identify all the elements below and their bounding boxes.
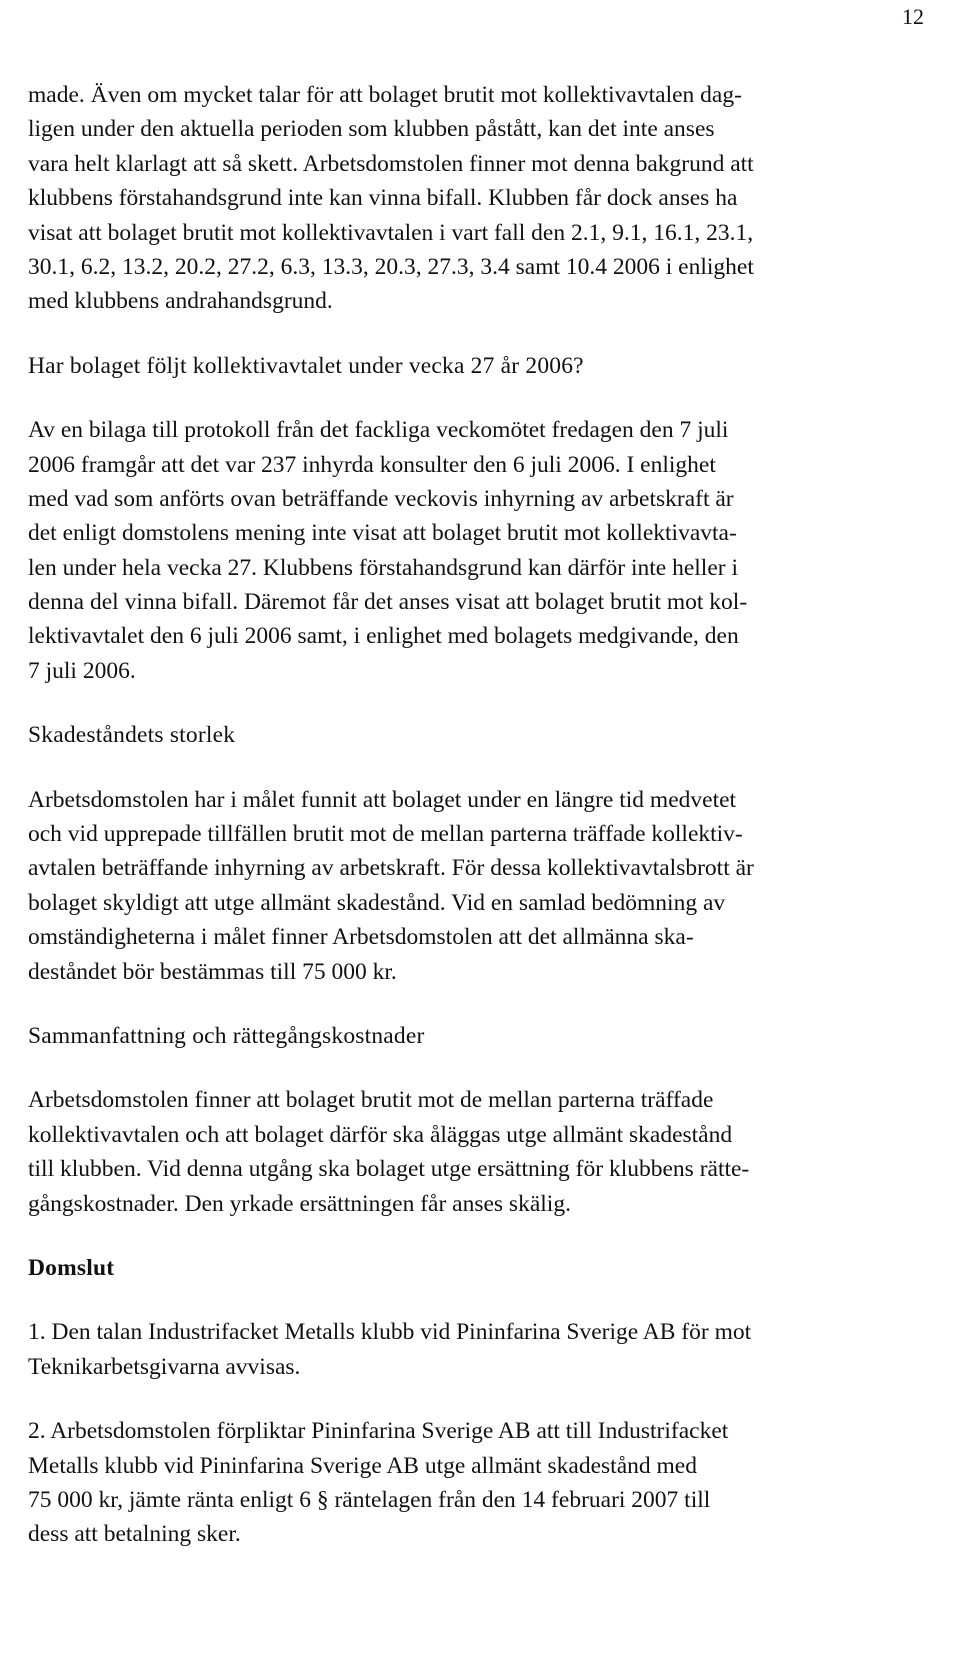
text-line: med vad som anförts ovan beträffande veckovis inhyrning av arbetskraft är bbox=[28, 485, 734, 512]
text-line: 2. Arbetsdomstolen förpliktar Pininfarina Sverige AB att till Industrifacket bbox=[28, 1418, 729, 1445]
text-line: Metalls klubb vid Pininfarina Sverige AB utge allmänt skadestånd med bbox=[28, 1452, 697, 1479]
text-line: deståndet bör bestämmas till 75 000 kr. bbox=[28, 958, 397, 985]
text-line: omständigheterna i målet finner Arbetsdomstolen att det allmänna ska- bbox=[28, 924, 694, 951]
spacer bbox=[28, 1285, 928, 1315]
section-heading-summary: Sammanfattning och rättegångskostnader bbox=[28, 1022, 425, 1049]
spacer bbox=[28, 989, 928, 1019]
spacer bbox=[28, 1221, 928, 1251]
paragraph-conclusion-weeks bbox=[28, 78, 928, 319]
text-line: till klubben. Vid denna utgång ska bolaget utge ersättning för klubbens rätte- bbox=[28, 1156, 750, 1183]
page-number: 12 bbox=[902, 4, 924, 29]
text-line: avtalen beträffande inhyrning av arbetskraft. För dessa kollektivavtalsbrott är bbox=[28, 855, 754, 882]
judgment-item-1 bbox=[28, 1315, 928, 1384]
text-line: Arbetsdomstolen har i målet funnit att bolaget under en längre tid medvetet bbox=[28, 786, 737, 813]
text-line: Teknikarbetsgivarna avvisas. bbox=[28, 1353, 301, 1380]
text-line: med klubbens andrahandsgrund. bbox=[28, 288, 333, 315]
text-line: 75 000 kr, jämte ränta enligt 6 § räntelagen från den 14 februari 2007 till bbox=[28, 1486, 711, 1513]
text-line: len under hela vecka 27. Klubbens förstahandsgrund kan därför inte heller i bbox=[28, 554, 738, 581]
paragraph-week-27 bbox=[28, 413, 928, 688]
text-line: dess att betalning sker. bbox=[28, 1521, 241, 1548]
text-line: bolaget skyldigt att utge allmänt skadestånd. Vid en samlad bedömning av bbox=[28, 889, 726, 916]
spacer bbox=[28, 1384, 928, 1414]
text-line: 1. Den talan Industrifacket Metalls klubb vid Pininfarina Sverige AB för mot bbox=[28, 1319, 752, 1346]
document-body bbox=[28, 78, 928, 1552]
spacer bbox=[28, 383, 928, 413]
text-line: lektivavtalet den 6 juli 2006 samt, i enlighet med bolagets medgivande, den bbox=[28, 623, 739, 650]
judgment-item-2 bbox=[28, 1414, 928, 1552]
text-line: Av en bilaga till protokoll från det fackliga veckomötet fredagen den 7 juli bbox=[28, 417, 729, 444]
text-line: 2006 framgår att det var 237 inhyrda konsulter den 6 juli 2006. I enlighet bbox=[28, 451, 716, 478]
paragraph-summary bbox=[28, 1083, 928, 1221]
paragraph-damages bbox=[28, 783, 928, 989]
section-heading-damages: Skadeståndets storlek bbox=[28, 722, 236, 749]
spacer bbox=[28, 753, 928, 783]
text-line: 30.1, 6.2, 13.2, 20.2, 27.2, 6.3, 13.3, 20.3, 27.3, 3.4 samt 10.4 2006 i enlighet bbox=[28, 253, 754, 280]
text-line: kollektivavtalen och att bolaget därför ska åläggas utge allmänt skadestånd bbox=[28, 1121, 733, 1148]
text-line: Arbetsdomstolen finner att bolaget brutit mot de mellan parterna träffade bbox=[28, 1087, 714, 1114]
section-heading-week-27: Har bolaget följt kollektivavtalet under vecka 27 år 2006? bbox=[28, 352, 584, 379]
spacer bbox=[28, 688, 928, 718]
text-line: gångskostnader. Den yrkade ersättningen får anses skälig. bbox=[28, 1190, 571, 1217]
text-line: det enligt domstolens mening inte visat att bolaget brutit mot kollektivavta- bbox=[28, 520, 737, 547]
text-line: visat att bolaget brutit mot kollektivavtalen i vart fall den 2.1, 9.1, 16.1, 23.1, bbox=[28, 219, 754, 246]
text-line: klubbens förstahandsgrund inte kan vinna bifall. Klubben får dock anses ha bbox=[28, 185, 738, 212]
spacer bbox=[28, 1053, 928, 1083]
text-line: denna del vinna bifall. Däremot får det anses visat att bolaget brutit mot kol- bbox=[28, 589, 748, 616]
text-line: och vid upprepade tillfällen brutit mot de mellan parterna träffade kollektiv- bbox=[28, 821, 743, 848]
spacer bbox=[28, 319, 928, 349]
text-line: vara helt klarlagt att så skett. Arbetsdomstolen finner mot denna bakgrund att bbox=[28, 150, 754, 177]
text-line: made. Även om mycket talar för att bolaget brutit mot kollektivavtalen dag- bbox=[28, 82, 742, 108]
text-line: 7 juli 2006. bbox=[28, 657, 136, 684]
section-heading-judgment: Domslut bbox=[28, 1254, 115, 1281]
text-line: ligen under den aktuella perioden som klubben påstått, kan det inte anses bbox=[28, 116, 715, 143]
